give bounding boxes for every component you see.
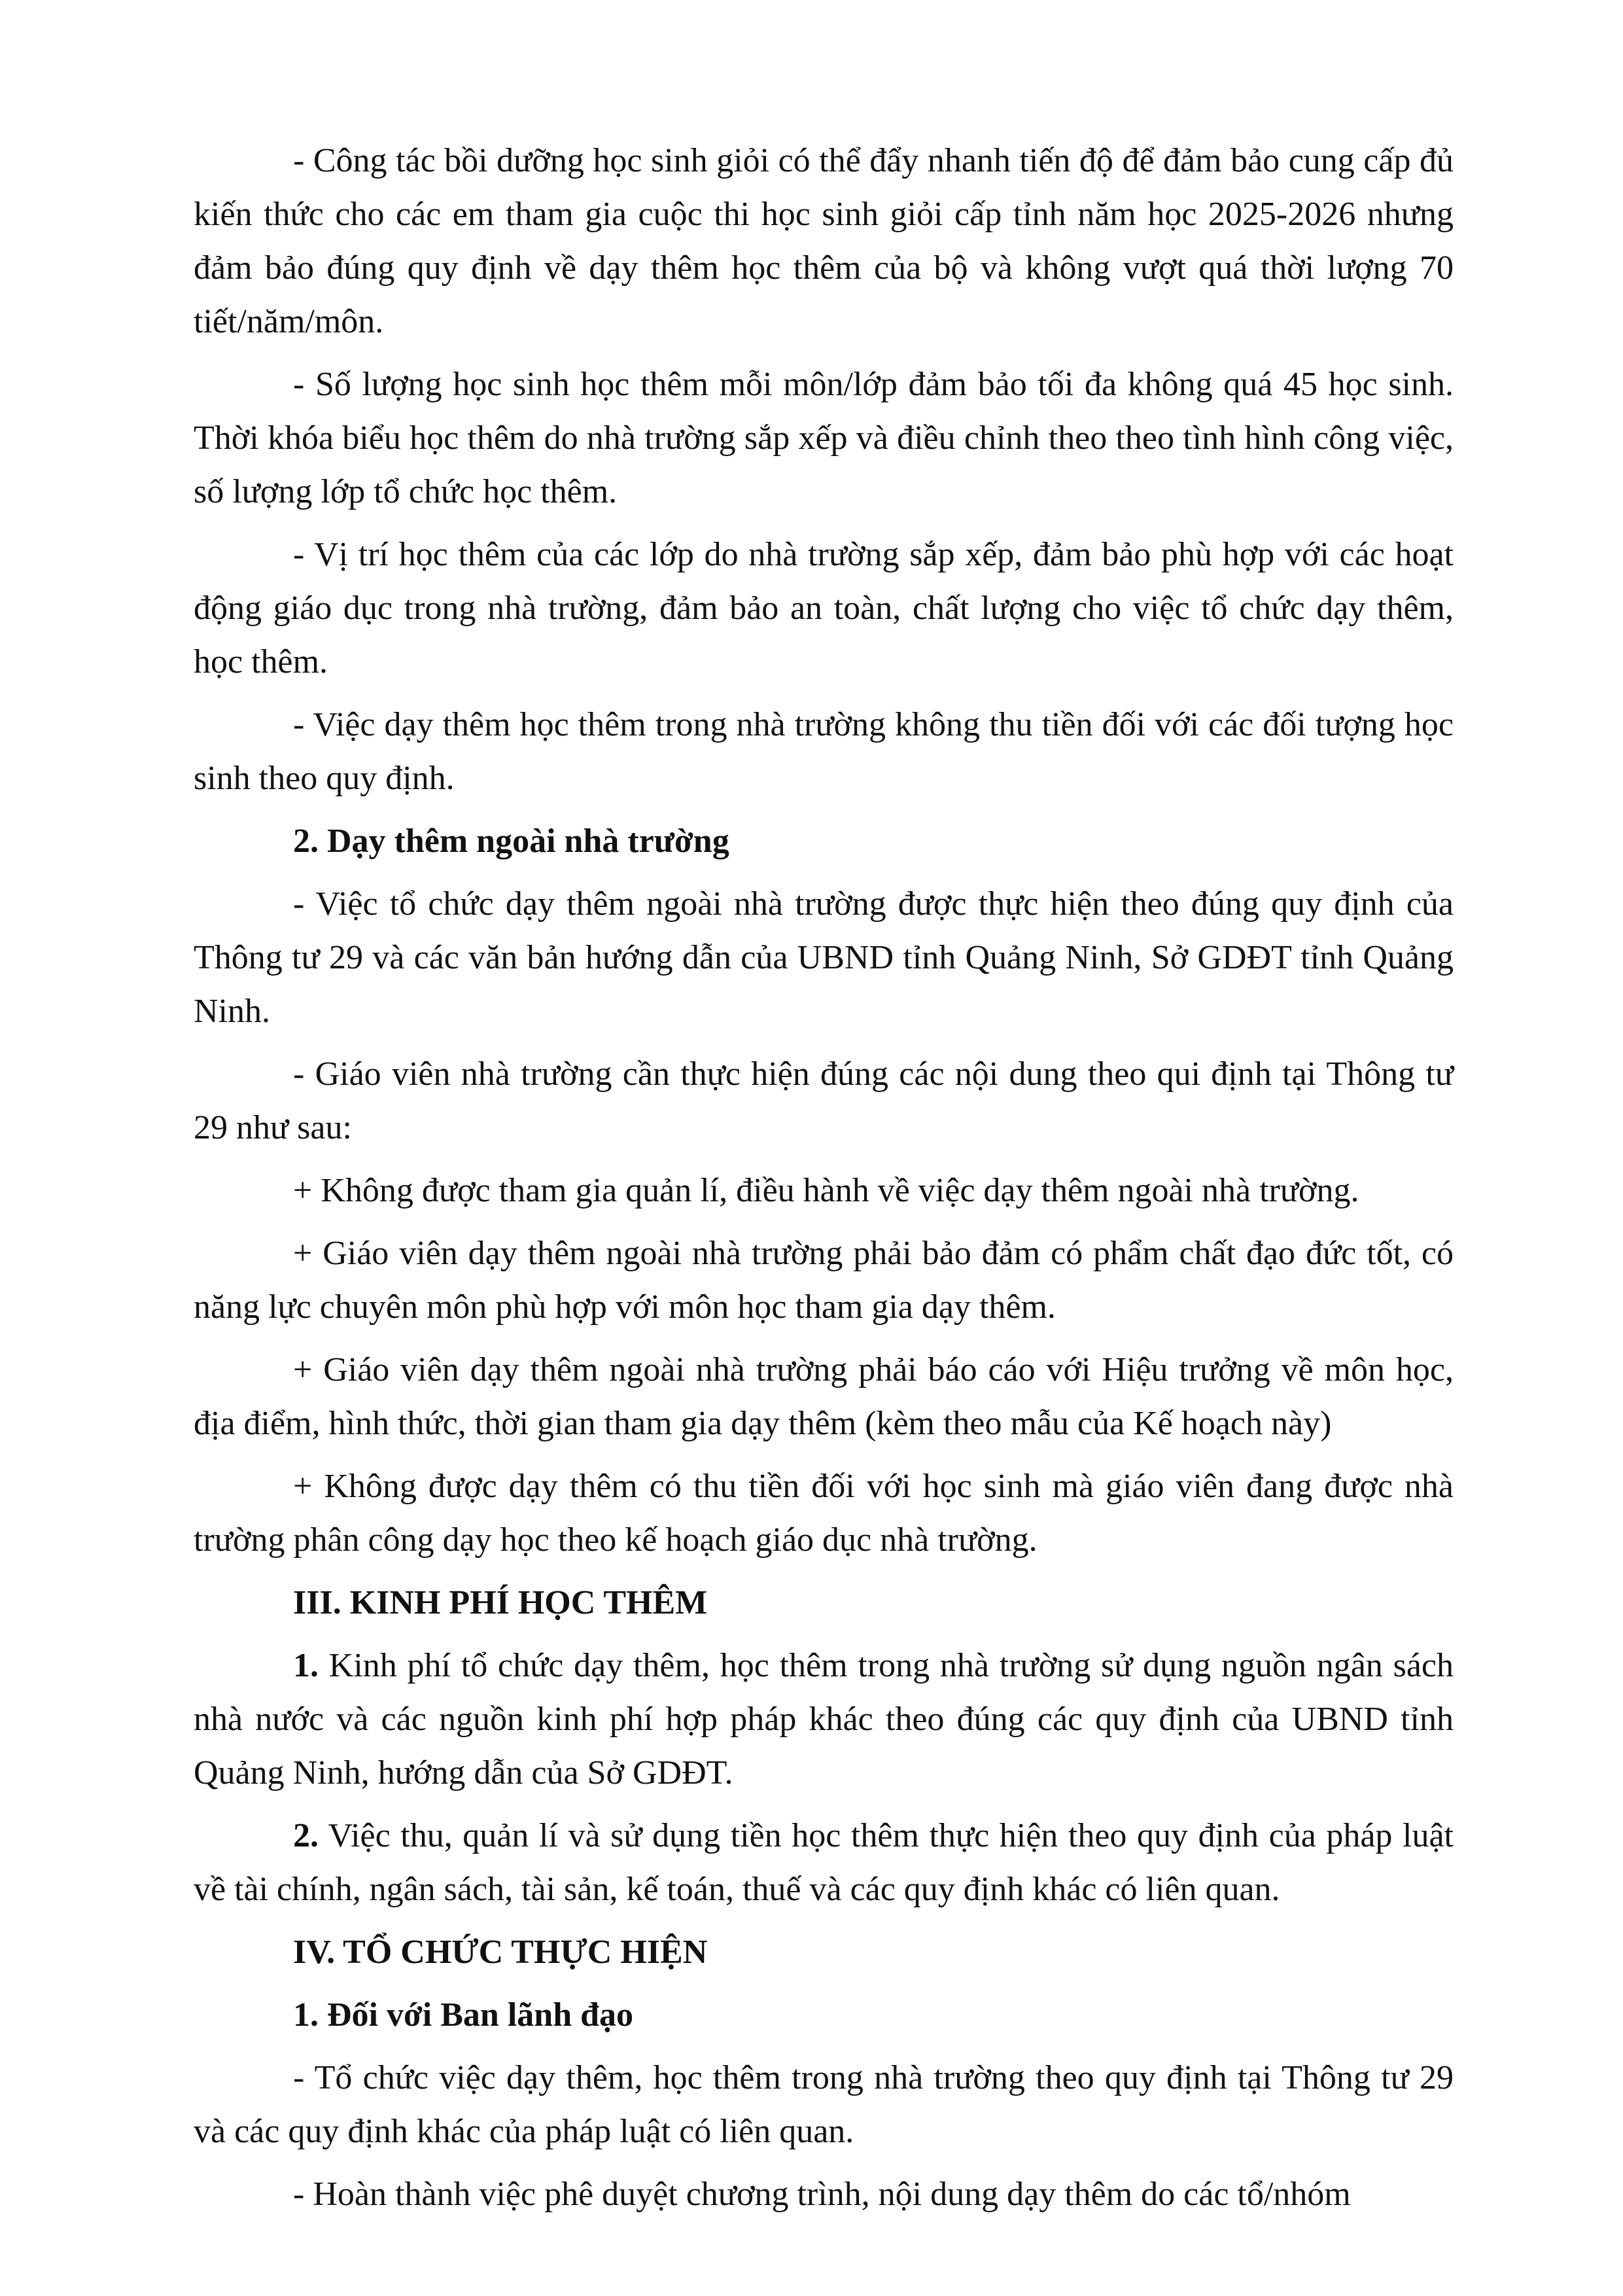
document-page [194, 134, 1454, 2231]
paragraph: - Số lượng học sinh học thêm mỗi môn/lớp đảm bảo tối đa không quá 45 học sinh. Thời khóa biểu học thêm do nhà trường sắp xếp và điều chỉnh theo theo tình hình công việc, số lượng lớp tổ chức học thêm. [194, 366, 1454, 510]
paragraph: - Việc dạy thêm học thêm trong nhà trường không thu tiền đối với các đối tượng học sinh theo quy định. [194, 706, 1454, 797]
section-heading: IV. TỔ CHỨC THỰC HIỆN [293, 1934, 708, 1971]
paragraph: + Giáo viên dạy thêm ngoài nhà trường phải báo cáo với Hiệu trưởng về môn học, địa điểm, hình thức, thời gian tham gia dạy thêm (kèm theo mẫu của Kế hoạch này) [194, 1351, 1454, 1442]
paragraph-text: Việc thu, quản lí và sử dụng tiền học thêm thực hiện theo quy định của pháp luật về tài chính, ngân sách, tài sản, kế toán, thuế và các quy định khác có liên quan. [194, 1817, 1454, 1908]
paragraph: - Công tác bồi dưỡng học sinh giỏi có thể đẩy nhanh tiến độ để đảm bảo cung cấp đủ kiến thức cho các em tham gia cuộc thi học sinh giỏi cấp tỉnh năm học 2025-2026 nhưng đảm bảo đúng quy định về dạy thêm học thêm của bộ và không vượt quá thời lượng 70 tiết/năm/môn. [194, 142, 1454, 340]
paragraph: - Tổ chức việc dạy thêm, học thêm trong nhà trường theo quy định tại Thông tư 29 và các quy định khác của pháp luật có liên quan. [194, 2059, 1454, 2150]
numbered-paragraph [194, 1639, 1454, 1800]
paragraph-number: 2. [293, 1817, 319, 1854]
paragraph: + Giáo viên dạy thêm ngoài nhà trường phải bảo đảm có phẩm chất đạo đức tốt, có năng lực chuyên môn phù hợp với môn học tham gia dạy thêm. [194, 1235, 1454, 1326]
numbered-paragraph [194, 1809, 1454, 1916]
paragraph: - Vị trí học thêm của các lớp do nhà trường sắp xếp, đảm bảo phù hợp với các hoạt động giáo dục trong nhà trường, đảm bảo an toàn, chất lượng cho việc tổ chức dạy thêm, học thêm. [194, 536, 1454, 680]
paragraph: - Hoàn thành việc phê duyệt chương trình, nội dung dạy thêm do các tổ/nhóm [293, 2176, 1351, 2213]
paragraph: - Giáo viên nhà trường cần thực hiện đúng các nội dung theo qui định tại Thông tư 29 như sau: [194, 1055, 1454, 1146]
paragraph: + Không được dạy thêm có thu tiền đối với học sinh mà giáo viên đang được nhà trường phân công dạy học theo kế hoạch giáo dục nhà trường. [194, 1468, 1454, 1559]
paragraph-number: 1. [293, 1647, 319, 1684]
section-heading: 2. Dạy thêm ngoài nhà trường [293, 822, 729, 860]
subsection-heading: 1. Đối với Ban lãnh đạo [293, 1996, 634, 2034]
paragraph: - Việc tổ chức dạy thêm ngoài nhà trường được thực hiện theo đúng quy định của Thông tư 29 và các văn bản hướng dẫn của UBND tỉnh Quảng Ninh, Sở GDĐT tỉnh Quảng Ninh. [194, 885, 1454, 1030]
paragraph: + Không được tham gia quản lí, điều hành về việc dạy thêm ngoài nhà trường. [293, 1172, 1359, 1209]
section-heading: III. KINH PHÍ HỌC THÊM [293, 1584, 708, 1621]
paragraph-text: Kinh phí tổ chức dạy thêm, học thêm trong nhà trường sử dụng nguồn ngân sách nhà nước và các nguồn kinh phí hợp pháp khác theo đúng các quy định của UBND tỉnh Quảng Ninh, hướng dẫn của Sở GDĐT. [194, 1647, 1454, 1792]
